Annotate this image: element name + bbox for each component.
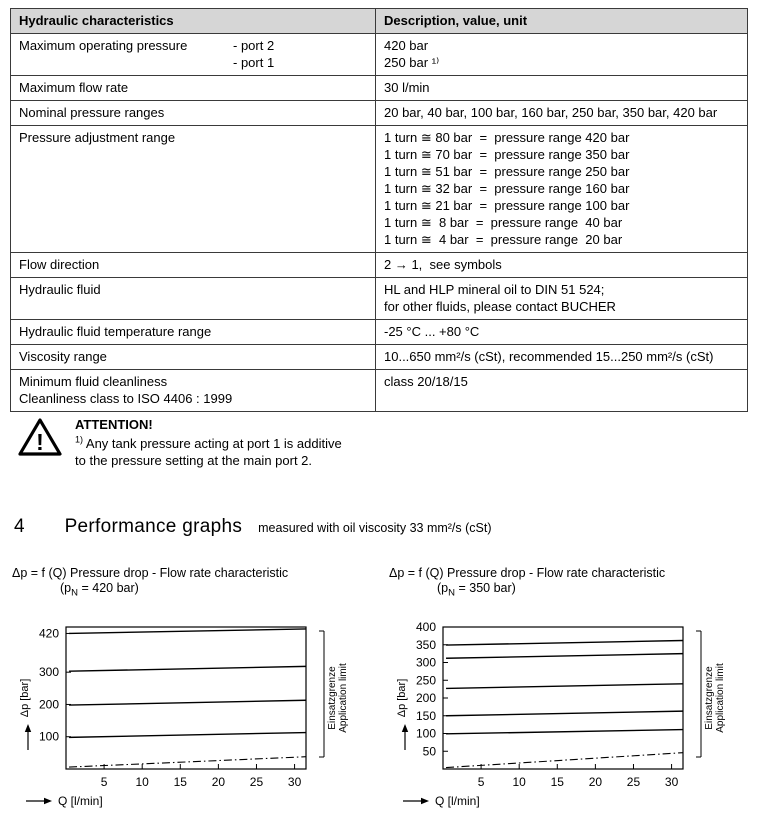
row-value-line: 1 turn ≅ 21 bar = pressure range 100 bar — [384, 198, 630, 213]
y-tick-label: 200 — [38, 696, 59, 711]
chart-title: Δp = f (Q) Pressure drop - Flow rate characteristic — [389, 566, 666, 580]
row-value-line: 420 bar — [384, 38, 429, 53]
row-label-cell — [11, 126, 376, 252]
row-label-cell — [11, 101, 376, 125]
y-tick-label: 100 — [38, 729, 59, 744]
series-line — [69, 732, 306, 737]
row-label-cell — [11, 278, 376, 319]
x-tick-label: 10 — [512, 774, 526, 789]
row-value-cell — [376, 253, 747, 277]
row-value-line: 1 turn ≅ 8 bar = pressure range 40 bar — [384, 215, 623, 230]
row-value-cell — [376, 320, 747, 344]
y-axis-label: Δp [bar] — [19, 678, 31, 717]
row-value-line: 10...650 mm²/s (cSt), recommended 15...250 mm²/s (cSt) — [384, 349, 714, 364]
chart-subtitle-pre: (p — [437, 581, 449, 595]
chart-block-350bar — [385, 566, 757, 819]
row-value-cell — [376, 345, 747, 369]
attention-note-line1 — [75, 435, 342, 452]
limit-label-en: Application limit — [338, 662, 349, 733]
row-label-line: Hydraulic fluid — [19, 282, 101, 297]
x-tick-label: 25 — [249, 774, 264, 789]
attention-title: ATTENTION! — [75, 417, 153, 432]
series-line — [446, 752, 683, 767]
chart-title: Δp = f (Q) Pressure drop - Flow rate characteristic — [12, 566, 289, 580]
x-axis-arrowhead — [44, 797, 52, 803]
attention-text — [75, 416, 342, 469]
x-tick-label: 5 — [100, 774, 108, 789]
footnote-ref: 1) — [75, 434, 84, 445]
attention-block — [18, 416, 342, 469]
x-tick-label: 25 — [626, 774, 641, 789]
section-number: 4 — [14, 516, 25, 537]
row-value-line: 1 turn ≅ 70 bar = pressure range 350 bar — [384, 147, 630, 162]
characteristics-table — [10, 8, 748, 412]
chart-subtitle — [437, 581, 757, 601]
x-axis-label: Q [l/min] — [435, 793, 480, 808]
x-tick-label: 15 — [550, 774, 564, 789]
row-label-cell — [11, 370, 376, 411]
table-row — [11, 369, 747, 411]
x-tick-label: 30 — [664, 774, 679, 789]
port-label-line: - port 1 — [233, 55, 275, 70]
row-value-line: -25 °C ... +80 °C — [384, 324, 480, 339]
port-label-line: - port 2 — [233, 38, 275, 53]
svg-text:!: ! — [36, 429, 44, 455]
row-label-line: Hydraulic fluid temperature range — [19, 324, 212, 339]
row-value-line: 20 bar, 40 bar, 100 bar, 160 bar, 250 bar, 350 bar, 420 bar — [384, 105, 718, 120]
row-value-cell — [376, 126, 747, 252]
row-value-line: HL and HLP mineral oil to DIN 51 524; — [384, 282, 605, 297]
x-tick-label: 20 — [211, 774, 226, 789]
x-tick-label: 20 — [588, 774, 603, 789]
table-row — [11, 277, 747, 319]
table-row — [11, 252, 747, 277]
y-tick-label: 300 — [38, 664, 59, 679]
row-value-cell — [376, 370, 747, 411]
row-value-line: 1 turn ≅ 80 bar = pressure range 420 bar — [384, 130, 630, 145]
section-note: measured with oil viscosity 33 mm²/s (cSt) — [258, 521, 492, 535]
section-heading — [14, 516, 492, 538]
series-line — [446, 729, 683, 733]
chart-canvas-420bar — [8, 617, 370, 819]
row-value-line: for other fluids, please contact BUCHER — [384, 299, 616, 314]
series-line — [69, 700, 306, 705]
table-row — [11, 33, 747, 75]
series-line — [446, 653, 683, 658]
chart-subtitle — [60, 581, 380, 601]
limit-label-de: Einsatzgrenze — [327, 665, 338, 730]
series-line — [446, 640, 683, 645]
row-port-labels — [233, 37, 274, 71]
chart-subtitle-pre: (p — [60, 581, 72, 595]
row-value-line: 2 → 1, see symbols — [384, 257, 502, 272]
row-label-line: Nominal pressure ranges — [19, 105, 165, 120]
row-value-line: class 20/18/15 — [384, 374, 468, 389]
row-label-line: Minimum fluid cleanliness — [19, 374, 168, 389]
x-axis-label: Q [l/min] — [58, 793, 103, 808]
y-tick-label: 50 — [422, 743, 436, 758]
chart-subtitle-post: = 350 bar) — [455, 581, 516, 595]
row-value-cell — [376, 76, 747, 100]
row-label-line: Cleanliness class to ISO 4406 : 1999 — [19, 391, 233, 406]
chart-subtitle-sub: N — [71, 587, 78, 599]
row-value-line: 30 l/min — [384, 80, 430, 95]
header-description-cell: Description, value, unit — [384, 13, 528, 28]
series-line — [69, 756, 306, 766]
x-axis-arrowhead — [421, 797, 429, 803]
attention-note-line2: to the pressure setting at the main port 2. — [75, 453, 313, 468]
row-value-cell — [376, 34, 747, 75]
header-characteristics-cell: Hydraulic characteristics — [11, 9, 376, 33]
y-axis-label: Δp [bar] — [396, 678, 408, 717]
row-value-line: 1 turn ≅ 51 bar = pressure range 250 bar — [384, 164, 630, 179]
series-line — [446, 711, 683, 716]
row-value-cell — [376, 278, 747, 319]
limit-label-de: Einsatzgrenze — [704, 665, 715, 730]
limit-label-en: Application limit — [715, 662, 726, 733]
row-label-cell — [11, 76, 376, 100]
y-tick-label: 300 — [415, 655, 436, 669]
chart-subtitle-post: = 420 bar) — [78, 581, 139, 595]
row-label-cell — [11, 345, 376, 369]
x-tick-label: 30 — [287, 774, 302, 789]
y-tick-label: 350 — [415, 637, 436, 652]
row-label-cell — [11, 320, 376, 344]
table-row — [11, 125, 747, 252]
y-tick-label: 420 — [38, 625, 59, 640]
x-tick-label: 5 — [477, 774, 485, 789]
y-tick-label: 250 — [415, 672, 436, 687]
row-label-line: Maximum operating pressure — [19, 38, 188, 53]
chart-subtitle-sub: N — [448, 587, 455, 599]
row-label-cell — [11, 253, 376, 277]
table-row — [11, 100, 747, 125]
row-label-line: Flow direction — [19, 257, 100, 272]
row-value-line: 1 turn ≅ 32 bar = pressure range 160 bar — [384, 181, 630, 196]
plot-frame — [66, 627, 306, 769]
warning-triangle-icon — [18, 416, 62, 469]
x-tick-label: 10 — [135, 774, 149, 789]
table-row — [11, 319, 747, 344]
section-title: Performance graphs — [64, 516, 243, 537]
series-line — [69, 628, 306, 633]
row-label-cell — [11, 34, 376, 75]
chart-canvas-350bar — [385, 617, 747, 819]
y-tick-label: 150 — [415, 708, 436, 723]
row-label-line: Maximum flow rate — [19, 80, 129, 95]
y-axis-arrowhead — [25, 724, 31, 732]
series-line — [69, 666, 306, 671]
series-line — [446, 683, 683, 688]
plot-frame — [443, 627, 683, 769]
y-tick-label: 100 — [415, 726, 436, 740]
row-label-line: Viscosity range — [19, 349, 107, 364]
attention-note-line1-text: Any tank pressure acting at port 1 is additive — [83, 436, 342, 451]
y-tick-label: 200 — [415, 690, 436, 705]
x-tick-label: 15 — [173, 774, 187, 789]
chart-block-420bar — [8, 566, 380, 819]
row-value-line: 250 bar ¹⁾ — [384, 55, 440, 70]
table-row — [11, 344, 747, 369]
table-row — [11, 75, 747, 100]
row-value-cell — [376, 101, 747, 125]
table-header-row — [11, 9, 747, 33]
row-value-line: 1 turn ≅ 4 bar = pressure range 20 bar — [384, 232, 623, 247]
y-axis-arrowhead — [402, 724, 408, 732]
row-label-line: Pressure adjustment range — [19, 130, 176, 145]
y-tick-label: 400 — [415, 619, 436, 634]
